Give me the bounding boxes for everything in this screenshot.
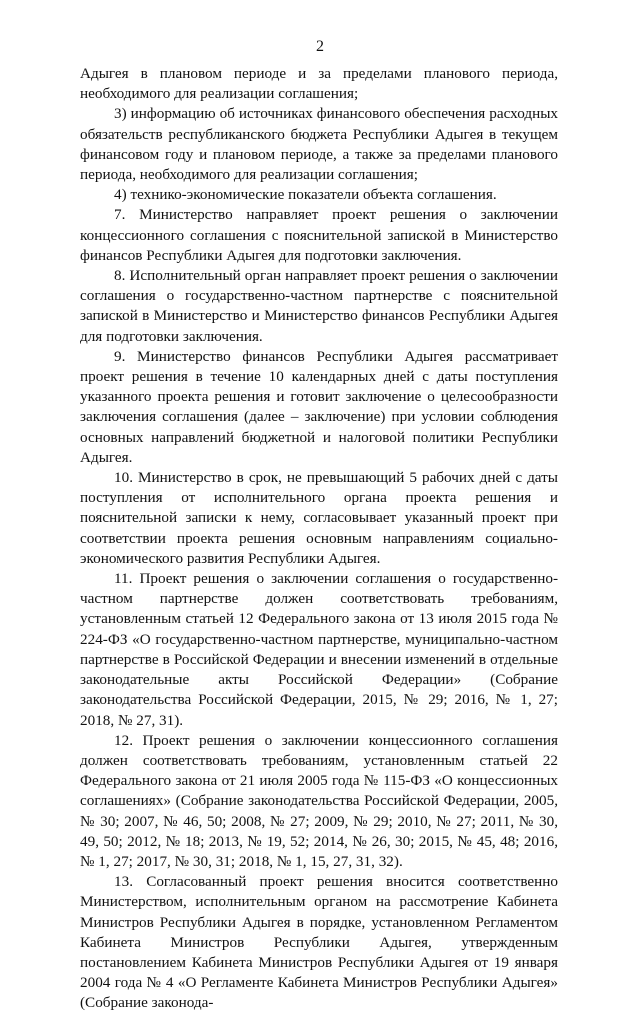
paragraph: 9. Министерство финансов Республики Адыгея рассматривает проект решения в течение 10 календарных дней с даты поступления указанного проекта решения и готовит заключение о целесообразности заключения соглашения (далее – заключение) при условии соблюдения основных направлений бюджетной и налоговой политики Республики Адыгея. xyxy=(80,347,558,466)
document-body xyxy=(80,64,558,1014)
paragraph: 8. Исполнительный орган направляет проект решения о заключении соглашения о государственно-частном партнерстве с пояснительной запиской в Министерство и Министерство финансов Республики Адыгея для подготовки заключения. xyxy=(80,267,558,345)
page-number: 2 xyxy=(316,38,324,55)
paragraph: 3) информацию об источниках финансового обеспечения расходных обязательств республиканского бюджета Республики Адыгея в текущем финансовом году и плановом периоде, а также за пределами планового периода, необходимого для реализации соглашения; xyxy=(80,105,558,184)
paragraph: 11. Проект решения о заключении соглашения о государственно-частном партнерстве должен соответствовать требованиям, установленным статьей 12 Федерального закона от 13 июля 2015 года № 224-ФЗ «О государственно-частном партнерстве, муниципально-частном партнерстве в Российской Федерации и внесении изменений в отдельные законодательные акты Российской Федерации» (Собрание законодательства Российской Федерации, 2015, № 29; 2016, № 1, 27; 2018, № 27, 31). xyxy=(80,570,558,729)
paragraph: 10. Министерство в срок, не превышающий 5 рабочих дней с даты поступления от исполнительного органа проекта решения и пояснительной записки к нему, согласовывает указанный проект при соответствии проекта решения основным направлениям социально-экономического развития Республики Адыгея. xyxy=(80,469,558,567)
paragraph: 13. Согласованный проект решения вносится соответственно Министерством, исполнительным органом на рассмотрение Кабинета Министров Республики Адыгея в порядке, установленном Регламентом Кабинета Министров Республики Адыгея, утвержденным постановлением Кабинета Министров Республики Адыгея от 19 января 2004 года № 4 «О Регламенте Кабинета Министров Республики Адыгея» (Собрание законода- xyxy=(80,873,558,1012)
paragraph: Адыгея в плановом периоде и за пределами планового периода, необходимого для реализации соглашения; xyxy=(80,65,558,103)
paragraph: 4) технико-экономические показатели объекта соглашения. xyxy=(114,186,497,204)
paragraph: 12. Проект решения о заключении концессионного соглашения должен соответствовать требованиям, установленным статьей 22 Федерального закона от 21 июля 2005 года № 115-ФЗ «О концессионных соглашениях» (Собрание законодательства Российской Федерации, 2005, № 30; 2007, № 46, 50; 2008, № 27; 2009, № 29; 2010, № 27; 2011, № 30, 49, 50; 2012, № 18; 2013, № 19, 52; 2014, № 26, 30; 2015, № 45, 48; 2016, № 1, 27; 2017, № 30, 31; 2018, № 1, 15, 27, 31, 32). xyxy=(80,731,558,870)
paragraph: 7. Министерство направляет проект решения о заключении концессионного соглашения с пояснительной запиской в Министерство финансов Республики Адыгея для подготовки заключения. xyxy=(80,206,558,264)
